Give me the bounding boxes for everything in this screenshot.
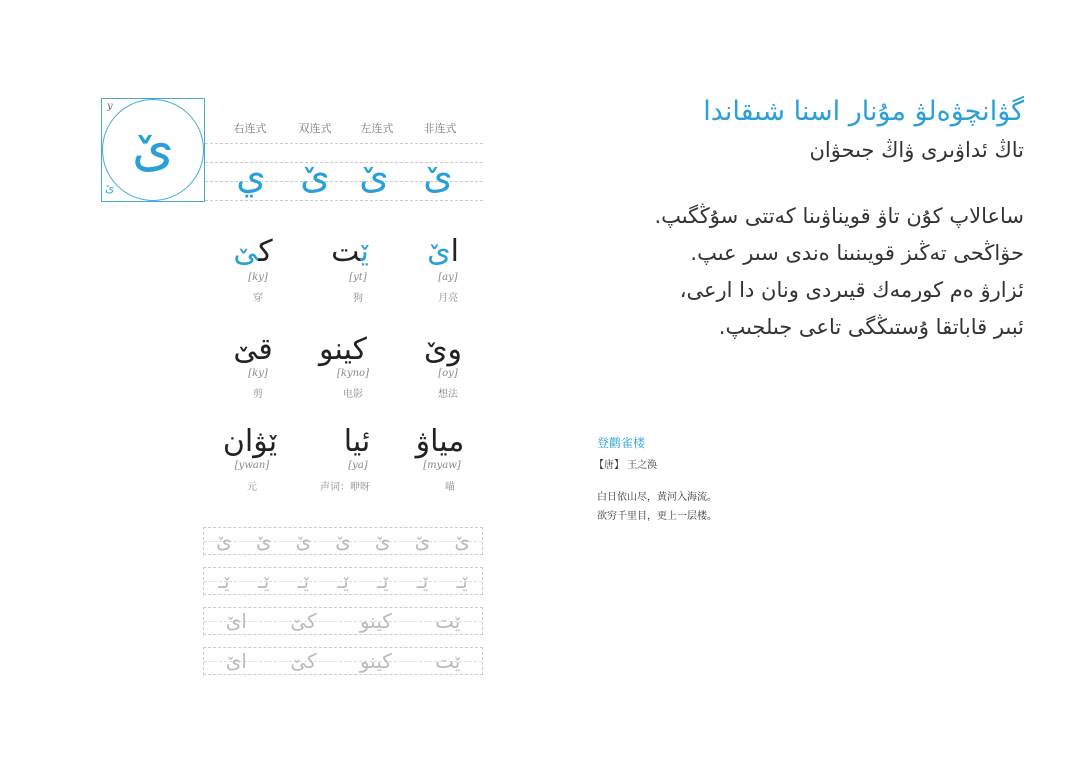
poem-title-uyghur: گۋانچۋەلۋ مۇنار اسنا شىقاندا <box>703 96 1024 127</box>
vocab-meaning: 元 <box>247 482 257 493</box>
vocab-word: قێ <box>233 332 273 367</box>
vocab-translit: [ay] <box>438 272 458 283</box>
vocab-meaning: 电影 <box>343 389 363 400</box>
form-header-right: 右连式 <box>233 122 267 135</box>
poem-line: ئزارۋ ەم كورمەك قيىردى ونان دا ارعى، <box>679 278 1024 302</box>
vocab-word: اێ <box>427 234 459 269</box>
form-glyph-both: ێ <box>300 153 330 197</box>
vocab-meaning: 狗 <box>353 293 363 304</box>
vocab-translit: [ya] <box>348 460 368 471</box>
vocab-translit: [ywan] <box>234 460 270 471</box>
practice-row: ێ ێ ێ ێ ێ ێ ێ <box>203 527 483 555</box>
practice-row: ێـ ێـ ێـ ێـ ێـ ێـ ێـ <box>203 567 483 595</box>
vocab-word: ئيا <box>343 424 371 459</box>
poem-text-uyghur <box>584 198 1024 346</box>
practice-row: ێت كينو كێ اێ <box>203 647 483 675</box>
form-glyph-right: ي <box>236 153 266 197</box>
letter-corner-glyph: ێ <box>105 181 115 195</box>
featured-letter: ێ <box>131 115 175 178</box>
vocab-word: ێت <box>331 234 369 269</box>
vocab-word: مياۋ <box>415 424 465 459</box>
poem-author-chinese: 【唐】 王之涣 <box>594 460 658 471</box>
vocab-translit: [myaw] <box>423 460 461 471</box>
form-header-both: 双连式 <box>298 122 332 135</box>
form-header-left: 左连式 <box>360 122 394 135</box>
poem-line: ئبىر قاباتقا ۇستىڭگى تاعى جىلجىپ. <box>718 315 1024 339</box>
vocab-word: کێ <box>233 234 273 269</box>
vocab-translit: [kyno] <box>337 368 369 379</box>
poem-title-chinese: 登鹳雀楼 <box>597 436 646 450</box>
vocab-translit: [ky] <box>248 368 268 379</box>
vocab-word: وێ <box>424 332 462 367</box>
letter-card <box>101 98 205 202</box>
vocab-meaning: 声词：咿呀 <box>320 482 370 493</box>
poem-line-chinese: 白日依山尽，黄河入海流。 <box>597 492 717 503</box>
vocab-translit: [oy] <box>438 368 458 379</box>
form-header-isolated: 非连式 <box>423 122 457 135</box>
form-glyph-isolated: ێ <box>423 153 453 197</box>
form-glyph-left: ێ <box>359 153 389 197</box>
letter-latin: y <box>107 101 113 112</box>
vocab-meaning: 月亮 <box>438 293 458 304</box>
vocab-word: كينو <box>319 332 367 367</box>
poem-line: حۋاڭحى تەڭىز قويىنىنا ەندى سىر عىپ. <box>690 241 1024 265</box>
poem-line: ساعالاپ كۇن تاۋ قويناۋىنا كەتتى سۇڭگىپ. <box>654 204 1024 228</box>
vocab-meaning: 剪 <box>253 389 263 400</box>
vocab-meaning: 穿 <box>253 293 263 304</box>
vocab-meaning: 喵 <box>445 482 455 493</box>
vocab-translit: [ky] <box>248 272 268 283</box>
poem-line-chinese: 欲穷千里目，更上一层楼。 <box>597 511 717 522</box>
vocab-meaning: 想法 <box>438 389 458 400</box>
vocab-translit: [yt] <box>349 272 367 283</box>
vocab-word: ێۋان <box>222 424 278 459</box>
poem-author-uyghur: تاڭ ئداۋىرى ۋاڭ جىحۋان <box>809 138 1024 162</box>
practice-row: ێت كينو كێ اێ <box>203 607 483 635</box>
